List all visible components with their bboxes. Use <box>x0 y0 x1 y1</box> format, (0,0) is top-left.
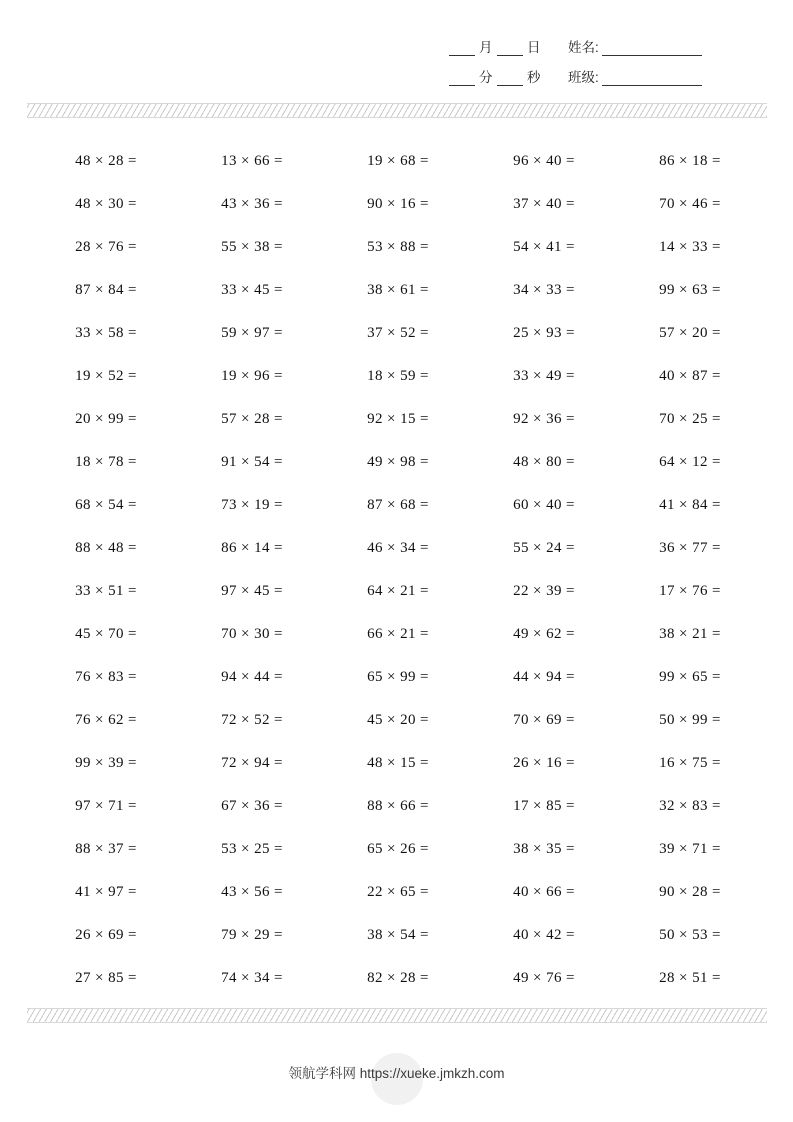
problem-cell: 22 × 39 = <box>513 583 575 599</box>
minute-unit-label: 分 <box>479 70 493 85</box>
problem-cell: 34 × 33 = <box>513 282 575 298</box>
header-row-time <box>418 56 718 86</box>
problem-cell: 55 × 38 = <box>221 239 283 255</box>
problem-cell: 50 × 53 = <box>659 927 721 943</box>
worksheet-header <box>418 26 718 86</box>
problem-cell: 82 × 28 = <box>367 970 429 986</box>
problem-cell: 25 × 93 = <box>513 325 575 341</box>
problem-cell: 33 × 58 = <box>75 325 137 341</box>
problem-cell: 48 × 28 = <box>75 153 137 169</box>
problem-cell: 48 × 80 = <box>513 454 575 470</box>
problem-cell: 64 × 21 = <box>367 583 429 599</box>
problem-cell: 13 × 66 = <box>221 153 283 169</box>
problem-cell: 72 × 94 = <box>221 755 283 771</box>
problem-cell: 39 × 71 = <box>659 841 721 857</box>
problem-cell: 37 × 40 = <box>513 196 575 212</box>
problem-cell: 43 × 36 = <box>221 196 283 212</box>
problem-cell: 57 × 28 = <box>221 411 283 427</box>
problem-cell: 49 × 62 = <box>513 626 575 642</box>
second-unit-label: 秒 <box>527 70 541 85</box>
problem-cell: 45 × 20 = <box>367 712 429 728</box>
minute-blank[interactable] <box>449 74 475 86</box>
problem-cell: 76 × 62 = <box>75 712 137 728</box>
problem-cell: 88 × 37 = <box>75 841 137 857</box>
problem-grid <box>33 140 763 1000</box>
problem-cell: 18 × 59 = <box>367 368 429 384</box>
problem-cell: 49 × 76 = <box>513 970 575 986</box>
problem-cell: 70 × 69 = <box>513 712 575 728</box>
problem-cell: 87 × 84 = <box>75 282 137 298</box>
problem-cell: 96 × 40 = <box>513 153 575 169</box>
problem-cell: 99 × 39 = <box>75 755 137 771</box>
problem-cell: 32 × 83 = <box>659 798 721 814</box>
problem-cell: 40 × 87 = <box>659 368 721 384</box>
problem-cell: 92 × 15 = <box>367 411 429 427</box>
problem-cell: 40 × 42 = <box>513 927 575 943</box>
name-blank[interactable] <box>602 44 702 56</box>
problem-cell: 27 × 85 = <box>75 970 137 986</box>
problem-cell: 36 × 77 = <box>659 540 721 556</box>
month-unit-label: 月 <box>479 40 493 55</box>
problem-cell: 37 × 52 = <box>367 325 429 341</box>
problem-cell: 70 × 30 = <box>221 626 283 642</box>
problem-cell: 67 × 36 = <box>221 798 283 814</box>
problem-cell: 65 × 99 = <box>367 669 429 685</box>
problem-cell: 87 × 68 = <box>367 497 429 513</box>
class-field-group <box>568 66 718 86</box>
problem-cell: 97 × 45 = <box>221 583 283 599</box>
day-blank[interactable] <box>497 44 523 56</box>
problem-cell: 60 × 40 = <box>513 497 575 513</box>
name-field-group <box>568 36 718 56</box>
problem-cell: 65 × 26 = <box>367 841 429 857</box>
date-field-group <box>418 36 568 56</box>
problem-cell: 76 × 83 = <box>75 669 137 685</box>
header-row-date <box>418 26 718 56</box>
problem-cell: 49 × 98 = <box>367 454 429 470</box>
footer-attribution: 领航学科网 https://xueke.jmkzh.com <box>288 1066 505 1081</box>
problem-cell: 88 × 48 = <box>75 540 137 556</box>
problem-cell: 48 × 15 = <box>367 755 429 771</box>
problem-cell: 64 × 12 = <box>659 454 721 470</box>
problem-cell: 54 × 41 = <box>513 239 575 255</box>
month-blank[interactable] <box>449 44 475 56</box>
problem-cell: 90 × 28 = <box>659 884 721 900</box>
problem-cell: 17 × 76 = <box>659 583 721 599</box>
problem-cell: 50 × 99 = <box>659 712 721 728</box>
problem-cell: 53 × 88 = <box>367 239 429 255</box>
problem-cell: 38 × 61 = <box>367 282 429 298</box>
problem-cell: 14 × 33 = <box>659 239 721 255</box>
class-label: 班级: <box>568 70 599 85</box>
problem-cell: 66 × 21 = <box>367 626 429 642</box>
problem-cell: 86 × 14 = <box>221 540 283 556</box>
problem-cell: 53 × 25 = <box>221 841 283 857</box>
problem-cell: 22 × 65 = <box>367 884 429 900</box>
top-divider <box>27 103 767 118</box>
name-label: 姓名: <box>568 40 599 55</box>
class-blank[interactable] <box>602 74 702 86</box>
problem-cell: 33 × 45 = <box>221 282 283 298</box>
day-unit-label: 日 <box>527 40 541 55</box>
problem-cell: 70 × 46 = <box>659 196 721 212</box>
problem-cell: 16 × 75 = <box>659 755 721 771</box>
problem-cell: 74 × 34 = <box>221 970 283 986</box>
problem-cell: 26 × 16 = <box>513 755 575 771</box>
problem-cell: 20 × 99 = <box>75 411 137 427</box>
problem-cell: 79 × 29 = <box>221 927 283 943</box>
problem-cell: 55 × 24 = <box>513 540 575 556</box>
problem-cell: 72 × 52 = <box>221 712 283 728</box>
problem-cell: 59 × 97 = <box>221 325 283 341</box>
problem-cell: 38 × 54 = <box>367 927 429 943</box>
problem-cell: 45 × 70 = <box>75 626 137 642</box>
problem-cell: 19 × 52 = <box>75 368 137 384</box>
problem-cell: 48 × 30 = <box>75 196 137 212</box>
problem-cell: 17 × 85 = <box>513 798 575 814</box>
problem-cell: 70 × 25 = <box>659 411 721 427</box>
problem-cell: 44 × 94 = <box>513 669 575 685</box>
time-field-group <box>418 66 568 86</box>
bottom-divider <box>27 1008 767 1023</box>
problem-cell: 94 × 44 = <box>221 669 283 685</box>
problem-cell: 97 × 71 = <box>75 798 137 814</box>
problem-cell: 57 × 20 = <box>659 325 721 341</box>
problem-cell: 46 × 34 = <box>367 540 429 556</box>
problem-cell: 43 × 56 = <box>221 884 283 900</box>
problem-cell: 33 × 49 = <box>513 368 575 384</box>
problem-cell: 91 × 54 = <box>221 454 283 470</box>
problem-cell: 41 × 84 = <box>659 497 721 513</box>
problem-cell: 28 × 51 = <box>659 970 721 986</box>
problem-cell: 86 × 18 = <box>659 153 721 169</box>
problem-cell: 40 × 66 = <box>513 884 575 900</box>
problem-cell: 33 × 51 = <box>75 583 137 599</box>
second-blank[interactable] <box>497 74 523 86</box>
problem-cell: 18 × 78 = <box>75 454 137 470</box>
problem-cell: 88 × 66 = <box>367 798 429 814</box>
problem-cell: 19 × 96 = <box>221 368 283 384</box>
problem-cell: 73 × 19 = <box>221 497 283 513</box>
problem-cell: 38 × 21 = <box>659 626 721 642</box>
problem-cell: 92 × 36 = <box>513 411 575 427</box>
problem-cell: 19 × 68 = <box>367 153 429 169</box>
problem-cell: 99 × 63 = <box>659 282 721 298</box>
problem-cell: 26 × 69 = <box>75 927 137 943</box>
problem-cell: 99 × 65 = <box>659 669 721 685</box>
problem-cell: 38 × 35 = <box>513 841 575 857</box>
problem-cell: 41 × 97 = <box>75 884 137 900</box>
problem-cell: 28 × 76 = <box>75 239 137 255</box>
problem-cell: 90 × 16 = <box>367 196 429 212</box>
problem-cell: 68 × 54 = <box>75 497 137 513</box>
